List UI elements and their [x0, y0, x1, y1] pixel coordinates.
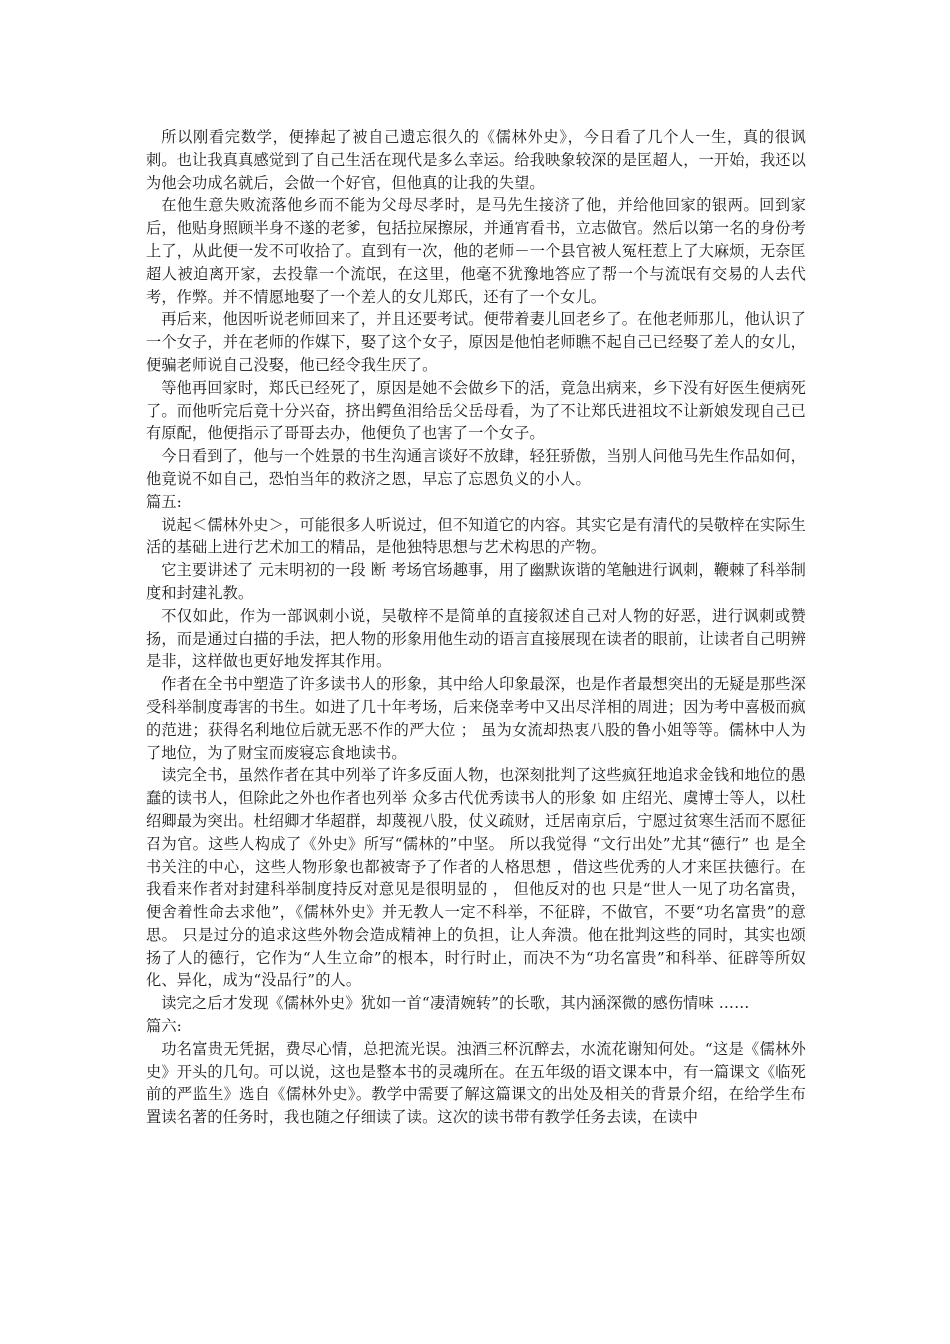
paragraph-11: 读完之后才发现《儒林外史》犹如一首“凄清婉转”的长歌，其内涵深微的感伤情味 …… [161, 994, 750, 1013]
paragraph-10: 读完全书，虽然作者在其中列举了许多反面人物，也深刻批判了这些疯狂地追求金钱和地位的愚蠢的读书人，但除此之外也作者也列举 众多古代优秀读书人的形象 如 庄绍光、虞博士等人，以杜绍卿最为突出。杜绍卿才华超群，却蔑视八股，仗义疏财，迁居南京后，宁愿过贫寒生活而不愿征召为官。这些人构成了《外史》所写“儒林的”中坚。 所以我觉得 “文行出处”尤其“德行” 也 是全书关注的中心，这些人物形象也都被寄予了作者的人格思想 ，借这些优秀的人才来匡扶德行。在我看来作者对封建科举制度持反对意见是很明显的 ， 但他反对的也 只是“世人一见了功名富贵，便舍着性命去求他”，《儒林外史》并无教人一定不科举，不征辟，不做官，不要“功名富贵”的意思。 只是过分的追求这些外物会造成精神上的负担，让人奔溃。他在批判这些的同时，其实也颂扬了人的德行，它作为“人生立命”的根本，时行时止，而决不为“功名富贵”和科举、征辟等所奴化、异化，成为“没品行”的人。 [146, 766, 806, 990]
paragraph-8: 不仅如此，作为一部讽刺小说，吴敬梓不是简单的直接叙述自己对人物的好恶，进行讽刺或赞扬，而是通过白描的手法，把人物的形象用他生动的语言直接展现在读者的眼前，让读者自己明辨是非，这样做也更好地发挥其作用。 [146, 606, 806, 671]
paragraph-1: 所以刚看完数学，便捧起了被自己遗忘很久的《儒林外史》，今日看了几个人一生，真的很讽刺。也让我真真感觉到了自己生活在现代是多么幸运。给我映象较深的是匡超人，一开始，我还以为他会功成名就后，会做一个好官，但他真的让我的失望。 [146, 128, 806, 192]
paragraph-12: 功名富贵无凭据，费尽心情，总把流光误。浊酒三杯沉醉去，水流花谢知何处。“这是《儒林外史》开头的几句。可以说，这也是整本书的灵魂所在。在五年级的语文课本中，有一篇课文《临死前的严监生》选自《儒林外史》。教学中需要了解这篇课文的出处及相关的背景介绍，在给学生布置读名著的任务时，我也随之仔细读了读。这次的读书带有教学任务去读，在读中 [146, 1039, 806, 1127]
paragraph-5: 今日看到了，他与一个姓景的书生沟通言谈好不放肆，轻狂骄傲，当别人问他马先生作品如何，他竟说不如自己，恐怕当年的救济之恩，早忘了忘恩负义的小人。 [146, 447, 806, 488]
paragraph-3: 再后来，他因听说老师回来了，并且还要考试。便带着妻儿回老乡了。在他老师那儿，他认识了一个女子，并在老师的作媒下，娶了这个女子，原因是他怕老师瞧不起自己已经娶了差人的女儿，便骗老师说自己没娶，他已经令我生厌了。 [146, 310, 806, 374]
paragraph-7: 它主要讲述了 元末明初的一段 断 考场官场趣事，用了幽默诙谐的笔触进行讽刺，鞭棘了科举制度和封建礼教。 [146, 561, 806, 602]
paragraph-9: 作者在全书中塑造了许多读书人的形象，其中给人印象最深，也是作者最想突出的无疑是那些深受科举制度毒害的书生。如进了几十年考场，后来侥幸考中又出尽洋相的周进；因为考中喜极而疯的范进；获得名利地位后就无恶不作的严大位 ； 虽为女流却热衷八股的鲁小姐等等。儒林中人为了地位，为了财宝而废寝忘食地读书。 [146, 675, 806, 762]
paragraph-4: 等他再回家时，郑氏已经死了，原因是她不会做乡下的活，竟急出病来，乡下没有好医生便病死了。而他听完后竟十分兴奋，挤出鳄鱼泪给岳父岳母看，为了不让郑氏进祖坟不让新娘发现自己已有原配，他便指示了哥哥去办，他便负了也害了一个女子。 [146, 378, 806, 443]
document-page [146, 126, 806, 1129]
section-heading-5: 篇五: [146, 492, 182, 511]
section-heading-6: 篇六: [146, 1017, 182, 1036]
paragraph-2: 在他生意失败流落他乡而不能为父母尽孝时，是马先生接济了他，并给他回家的银两。回到家后，他贴身照顾半身不遂的老爹，包括拉屎擦尿，并通宵看书，立志做官。然后以第一名的身份考上了，从此便一发不可收拾了。直到有一次，他的老师－一个县官被人冤枉惹上了大麻烦，无奈匡超人被迫离开家，去投靠一个流氓，在这里，他毫不犹豫地答应了帮一个与流氓有交易的人去代考，作弊。并不情愿地娶了一个差人的女儿郑氏，还有了一个女儿。 [146, 196, 806, 306]
paragraph-6: 说起＜儒林外史＞，可能很多人听说过，但不知道它的内容。其实它是有清代的吴敬梓在实际生活的基础上进行艺术加工的精品，是他独特思想与艺术构思的产物。 [146, 515, 806, 557]
